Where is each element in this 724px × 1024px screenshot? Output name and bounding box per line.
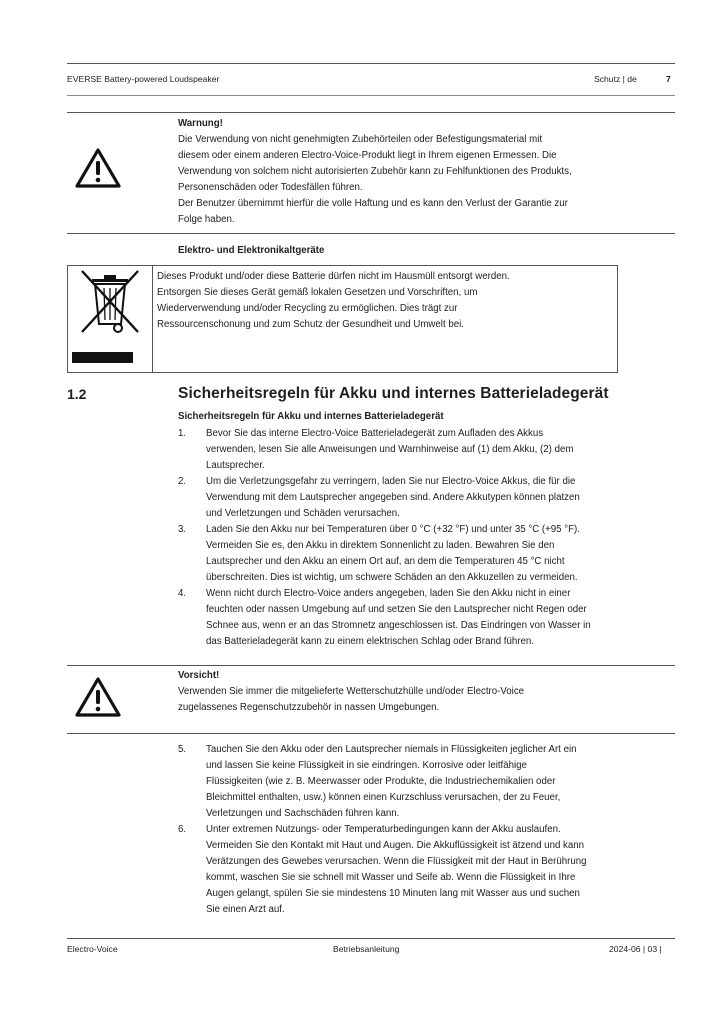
list-item-line: überschreiten. Dies ist wichtig, um schwere Schäden an den Akkuzellen zu vermeiden. xyxy=(206,572,578,583)
list-item-line: Vermeiden Sie den Kontakt mit Haut und Augen. Die Akkuflüssigkeit ist ätzend und kann xyxy=(206,840,585,851)
list-item xyxy=(178,822,678,918)
warning-line: diesem oder einem anderen Electro-Voice-Produkt liegt in Ihrem eigenen Ermessen. Die xyxy=(178,150,557,161)
warning-triangle-icon xyxy=(74,147,122,189)
caution-line: zugelassenes Regenschutzzubehör in nassen Umgebungen. xyxy=(178,702,440,713)
list-item-line: Verletzungen und Sachschäden führen kann. xyxy=(206,808,400,819)
list-item-number: 5. xyxy=(178,744,187,755)
safety-list xyxy=(178,426,678,650)
list-item-number: 1. xyxy=(178,428,187,439)
footer-brand: Electro-Voice xyxy=(67,944,118,954)
safety-list-continued xyxy=(178,742,678,918)
list-item-line: Lautsprecher. xyxy=(206,460,265,471)
caution-top-rule xyxy=(67,665,675,666)
warning-triangle-icon xyxy=(74,676,122,718)
list-item-line: Bleichmittel enthalten, usw.) können einen Kurzschluss verursachen, der zu Feuer, xyxy=(206,792,561,803)
header-bottom-rule xyxy=(67,95,675,96)
list-item-line: und lassen Sie keine Flüssigkeit in sie eindringen. Korrosive oder leitfähige xyxy=(206,760,527,771)
list-item-line: Schnee aus, wenn er an das Stromnetz angeschlossen ist. Das Eindringen von Wasser in xyxy=(206,620,591,631)
list-item-line: Um die Verletzungsgefahr zu verringern, laden Sie nur Electro-Voice Akkus, die für die xyxy=(206,476,576,487)
list-item-line: Bevor Sie das interne Electro-Voice Batterieladegerät zum Aufladen des Akkus xyxy=(206,428,544,439)
list-item-line: Augen gelangt, spülen Sie sie mindestens 10 Minuten lang mit Wasser aus und suchen xyxy=(206,888,580,899)
warning-line: Personenschäden oder Todesfällen führen. xyxy=(178,182,363,193)
list-item-number: 6. xyxy=(178,824,187,835)
section-title: Sicherheitsregeln für Akku und internes Batterieladegerät xyxy=(178,385,609,402)
caution-bottom-rule xyxy=(67,733,675,734)
weee-line: Entsorgen Sie dieses Gerät gemäß lokalen Gesetzen und Vorschriften, um xyxy=(157,287,478,298)
footer-rule xyxy=(67,938,675,939)
list-item-line: Sie einen Arzt auf. xyxy=(206,904,285,915)
warning-line: Folge haben. xyxy=(178,214,235,225)
list-item-line: Vermeiden Sie es, den Akku in direktem Sonnenlicht zu laden. Bewahren Sie den xyxy=(206,540,555,551)
weee-heading: Elektro- und Elektronikaltgeräte xyxy=(178,245,325,256)
header-page-number: 7 xyxy=(666,74,671,84)
caution-line: Verwenden Sie immer die mitgelieferte Wetterschutzhülle und/oder Electro-Voice xyxy=(178,686,525,697)
footer-version: 2024-06 | 03 | xyxy=(609,944,662,954)
list-item-line: feuchten oder nassen Umgebung auf und setzen Sie den Lautsprecher nicht Regen oder xyxy=(206,604,587,615)
list-item xyxy=(178,742,678,822)
list-item-line: das Batterieladegerät kann zu einem elektrischen Schlag oder Brand führen. xyxy=(206,636,534,647)
weee-icon-box xyxy=(67,265,153,373)
caution-content xyxy=(178,668,678,716)
list-item-line: Laden Sie den Akku nur bei Temperaturen über 0 °C (+32 °F) und unter 35 °C (+95 °F). xyxy=(206,524,580,535)
weee-line: Wiederverwendung und/oder Recycling zu ermöglichen. Dies trägt zur xyxy=(157,303,458,314)
warning-content xyxy=(178,116,678,228)
list-item-line: Wenn nicht durch Electro-Voice anders angegeben, laden Sie den Akku nicht in einer xyxy=(206,588,571,599)
crossed-out-wheelie-bin-icon xyxy=(68,266,152,372)
warning-line: Verwendung von solchem nicht autorisierten Zubehör kann zu Fehlfunktionen des Produkts, xyxy=(178,166,572,177)
footer-doc-type: Betriebsanleitung xyxy=(333,944,400,954)
list-item-line: Flüssigkeiten (wie z. B. Meerwasser oder Produkte, die Industriechemikalien oder xyxy=(206,776,556,787)
caution-title: Vorsicht! xyxy=(178,670,220,681)
list-item xyxy=(178,474,678,522)
warning-bottom-rule xyxy=(67,233,675,234)
list-item-line: Unter extremen Nutzungs- oder Temperaturbedingungen kann der Akku auslaufen. xyxy=(206,824,561,835)
list-item-line: verwenden, lesen Sie alle Anweisungen und Warnhinweise auf (1) dem Akku, (2) dem xyxy=(206,444,574,455)
weee-line: Ressourcenschonung und zum Schutz der Gesundheit und Umwelt bei. xyxy=(157,319,464,330)
warning-line: Die Verwendung von nicht genehmigten Zubehörteilen oder Befestigungsmaterial mit xyxy=(178,134,543,145)
list-item xyxy=(178,426,678,474)
warning-title: Warnung! xyxy=(178,118,223,129)
header-doc-title: EVERSE Battery-powered Loudspeaker xyxy=(67,74,220,84)
list-item xyxy=(178,522,678,586)
list-item-number: 3. xyxy=(178,524,187,535)
list-item-line: kommt, waschen Sie sie schnell mit Wasser und Seife ab. Wenn die Flüssigkeit in Ihre xyxy=(206,872,576,883)
list-item-number: 4. xyxy=(178,588,187,599)
list-item-line: Tauchen Sie den Akku oder den Lautsprecher niemals in Flüssigkeiten jeglicher Art ein xyxy=(206,744,577,755)
section-subheading: Sicherheitsregeln für Akku und internes Batterieladegerät xyxy=(178,411,444,422)
list-item-number: 2. xyxy=(178,476,187,487)
header-section: Schutz | de xyxy=(594,74,637,84)
weee-text-box xyxy=(152,265,618,373)
list-item xyxy=(178,586,678,650)
list-item-line: Lautsprecher und den Akku an einem Ort auf, an dem die Temperaturen 45 °C nicht xyxy=(206,556,565,567)
header-top-rule xyxy=(67,63,675,64)
warning-top-rule xyxy=(67,112,675,113)
list-item-line: und Verletzungen und Schäden verursachen. xyxy=(206,508,400,519)
warning-line: Der Benutzer übernimmt hierfür die volle Haftung und es kann den Verlust der Garantie zur xyxy=(178,198,568,209)
weee-line: Dieses Produkt und/oder diese Batterie dürfen nicht im Hausmüll entsorgt werden. xyxy=(157,271,510,282)
section-number: 1.2 xyxy=(67,386,87,402)
list-item-line: Verwendung mit dem Lautsprecher angegeben sind. Andere Akkutypen können platzen xyxy=(206,492,580,503)
list-item-line: Verätzungen des Gewebes verursachen. Wenn die Flüssigkeit mit der Haut in Berührung xyxy=(206,856,587,867)
